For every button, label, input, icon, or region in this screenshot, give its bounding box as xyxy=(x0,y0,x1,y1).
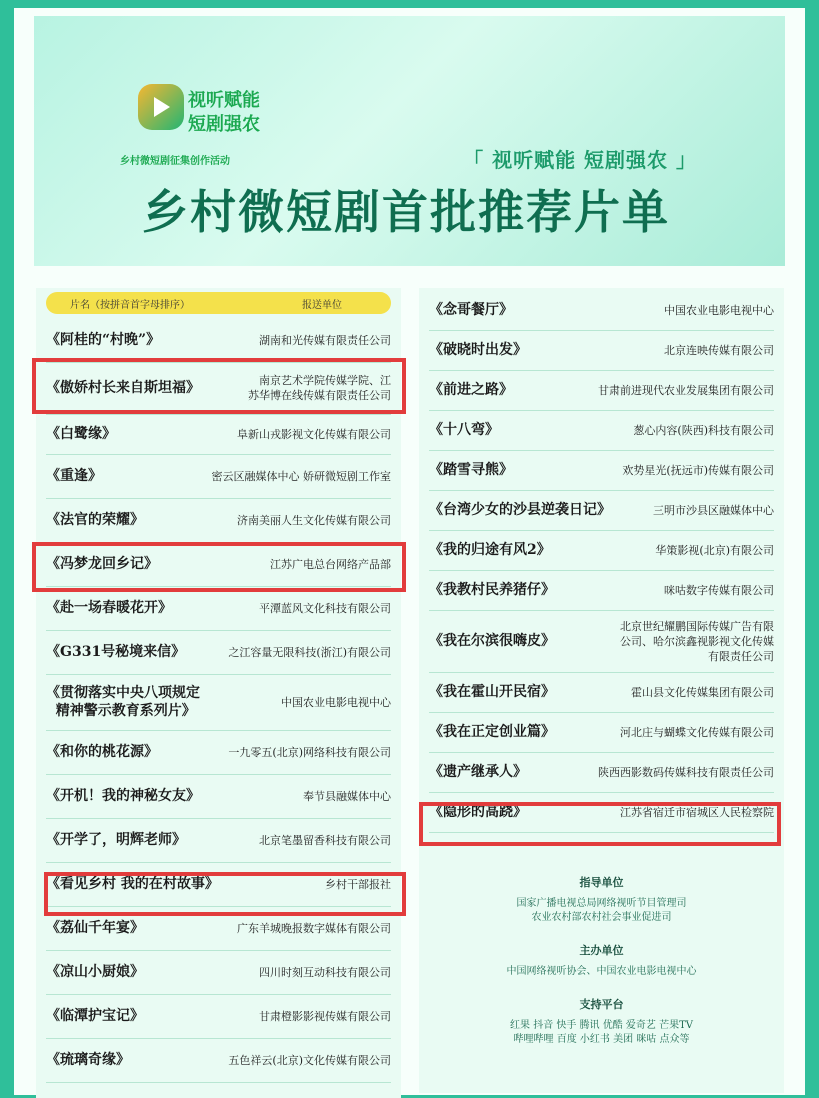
film-title: 《前进之路》 xyxy=(429,382,513,398)
table-row xyxy=(46,674,391,731)
film-title: 《傲娇村长来自斯坦福》 xyxy=(46,380,200,396)
film-title: 《赴一场春暖花开》 xyxy=(46,600,172,616)
table-row xyxy=(46,586,391,631)
film-title: 《G331号秘境来信》 xyxy=(46,644,186,660)
film-title: 《重逢》 xyxy=(46,468,102,484)
logo-line2: 短剧强农 xyxy=(188,114,260,135)
submitting-unit: 密云区融媒体中心 娇研微短剧工作室 xyxy=(211,470,391,483)
film-title: 《遗产继承人》 xyxy=(429,764,527,780)
film-title: 《开学了，明辉老师》 xyxy=(46,832,186,848)
submitting-unit: 中国农业电影电视中心 xyxy=(281,696,391,709)
submitting-unit: 咪咕数字传媒有限公司 xyxy=(664,584,774,597)
submitting-unit: 北京连映传媒有限公司 xyxy=(664,344,774,357)
support-heading: 支持平台 xyxy=(579,998,624,1011)
submitting-unit: 北京笔墨留香科技有限公司 xyxy=(259,834,391,847)
highlight-box xyxy=(32,358,406,414)
submitting-unit: 平潭蓝风文化科技有限公司 xyxy=(259,602,391,615)
film-title: 《念哥餐厅》 xyxy=(429,302,513,318)
film-title: 《我在霍山开民宿》 xyxy=(429,684,555,700)
right-list-panel xyxy=(419,288,784,1093)
film-title: 《开机！我的神秘女友》 xyxy=(46,788,200,804)
submitting-unit: 奉节县融媒体中心 xyxy=(303,790,391,803)
host-units: 中国网络视听协会、中国农业电影电视中心 xyxy=(506,966,697,977)
submitting-unit: 甘肃橙影影视传媒有限公司 xyxy=(259,1010,391,1023)
table-row xyxy=(46,1038,391,1083)
logo-subtitle: 乡村微短剧征集创作活动 xyxy=(120,156,230,167)
table-row xyxy=(46,950,391,995)
film-title: 《法官的荣耀》 xyxy=(46,512,144,528)
highlight-box xyxy=(419,802,781,846)
table-row xyxy=(46,730,391,775)
submitting-unit: 湖南和光传媒有限责任公司 xyxy=(259,334,391,347)
table-row xyxy=(429,370,774,411)
highlight-box xyxy=(32,542,406,592)
submitting-unit: 广东羊城晚报数字媒体有限公司 xyxy=(237,922,391,935)
list-header xyxy=(46,292,391,314)
table-row xyxy=(429,490,774,531)
table-row xyxy=(429,530,774,571)
table-row xyxy=(429,330,774,371)
table-row xyxy=(429,672,774,713)
submitting-unit: 乡村干部报社 xyxy=(325,878,391,891)
film-title: 《冯梦龙回乡记》 xyxy=(46,556,158,572)
guide-unit-2: 农业农村部农村社会事业促进司 xyxy=(531,912,672,923)
unit-column-header: 报送单位 xyxy=(302,300,342,311)
host-heading: 主办单位 xyxy=(579,944,624,957)
film-title: 《贯彻落实中央八项规定 精神警示教育系列片》 xyxy=(46,685,200,719)
campaign-logo xyxy=(120,84,270,174)
table-row xyxy=(429,610,774,673)
submitting-unit: 河北庄与蝴蝶文化传媒有限公司 xyxy=(620,726,774,739)
submitting-unit: 江苏省宿迁市宿城区人民检察院 xyxy=(620,806,774,819)
slogan: 「 视听赋能 短剧强农 」 xyxy=(463,148,697,172)
film-title: 《破晓时出发》 xyxy=(429,342,527,358)
film-title: 《我在尔滨很嗨皮》 xyxy=(429,633,555,649)
film-title: 《和你的桃花源》 xyxy=(46,744,158,760)
film-title: 《看见乡村 我的在村故事》 xyxy=(46,876,219,892)
submitting-unit: 欢势星光(抚远市)传媒有限公司 xyxy=(622,464,774,477)
film-title: 《我教村民养猪仔》 xyxy=(429,582,555,598)
film-title: 《阿桂的“村晚”》 xyxy=(46,332,161,348)
table-row xyxy=(46,498,391,543)
table-row xyxy=(429,752,774,793)
table-row xyxy=(46,414,391,455)
submitting-unit: 华策影视(北京)有限公司 xyxy=(655,544,774,557)
submitting-unit: 霍山县文化传媒集团有限公司 xyxy=(631,686,774,699)
submitting-unit: 中国农业电影电视中心 xyxy=(664,304,774,317)
film-title: 《隐形的高跷》 xyxy=(429,804,527,820)
film-title: 《台湾少女的沙县逆袭日记》 xyxy=(429,502,611,518)
submitting-unit: 葱心内容(陕西)科技有限公司 xyxy=(633,424,774,437)
film-title: 《凉山小厨娘》 xyxy=(46,964,144,980)
page-title: 乡村微短剧首批推荐片单 xyxy=(142,185,670,239)
table-row xyxy=(46,774,391,819)
page-frame xyxy=(14,8,805,1095)
table-row xyxy=(46,454,391,499)
film-title: 《我的归途有风2》 xyxy=(429,542,551,558)
film-title: 《我在正定创业篇》 xyxy=(429,724,555,740)
play-icon xyxy=(138,84,184,130)
submitting-unit: 北京世纪耀鹏国际传媒广告有限 公司、哈尔滨鑫视影视文化传媒 有限责任公司 xyxy=(620,620,774,663)
submitting-unit: 一九零五(北京)网络科技有限公司 xyxy=(228,746,391,759)
film-title: 《临潭护宝记》 xyxy=(46,1008,144,1024)
submitting-unit: 之江容量无限科技(浙江)有限公司 xyxy=(228,646,391,659)
table-row xyxy=(46,318,391,363)
table-row xyxy=(46,994,391,1039)
support-platforms-1: 红果 抖音 快手 腾讯 优酷 爱奇艺 芒果TV xyxy=(510,1020,693,1031)
logo-line1: 视听赋能 xyxy=(188,90,260,111)
submitting-unit: 阜新山戎影视文化传媒有限公司 xyxy=(237,428,391,441)
submitting-unit: 四川时刻互动科技有限公司 xyxy=(259,966,391,979)
film-title: 《十八弯》 xyxy=(429,422,499,438)
submitting-unit: 济南美丽人生文化传媒有限公司 xyxy=(237,514,391,527)
table-row xyxy=(429,450,774,491)
submitting-unit: 江苏广电总台网络产品部 xyxy=(270,558,391,571)
film-title: 《白鹭缘》 xyxy=(46,426,116,442)
submitting-unit: 五色祥云(北京)文化传媒有限公司 xyxy=(228,1054,391,1067)
submitting-unit: 南京艺术学院传媒学院、江 苏华博在线传媒有限责任公司 xyxy=(248,374,391,402)
highlight-box xyxy=(44,872,406,916)
table-row xyxy=(46,818,391,863)
film-title: 《荔仙千年宴》 xyxy=(46,920,144,936)
table-row xyxy=(429,712,774,753)
table-row xyxy=(429,290,774,331)
guide-unit-1: 国家广播电视总局网络视听节目管理司 xyxy=(516,898,687,909)
support-platforms-2: 哔哩哔哩 百度 小红书 美团 咪咕 点众等 xyxy=(513,1034,690,1045)
submitting-unit: 甘肃前进现代农业发展集团有限公司 xyxy=(598,384,774,397)
film-title: 《琉璃奇缘》 xyxy=(46,1052,130,1068)
guide-heading: 指导单位 xyxy=(579,876,624,889)
banner xyxy=(34,16,785,266)
name-column-header: 片名（按拼音首字母排序） xyxy=(70,300,190,311)
submitting-unit: 三明市沙县区融媒体中心 xyxy=(653,504,774,517)
submitting-unit: 陕西西影数码传媒科技有限责任公司 xyxy=(598,766,774,779)
film-title: 《踏雪寻熊》 xyxy=(429,462,513,478)
table-row xyxy=(429,570,774,611)
table-row xyxy=(429,410,774,451)
table-row xyxy=(46,630,391,675)
